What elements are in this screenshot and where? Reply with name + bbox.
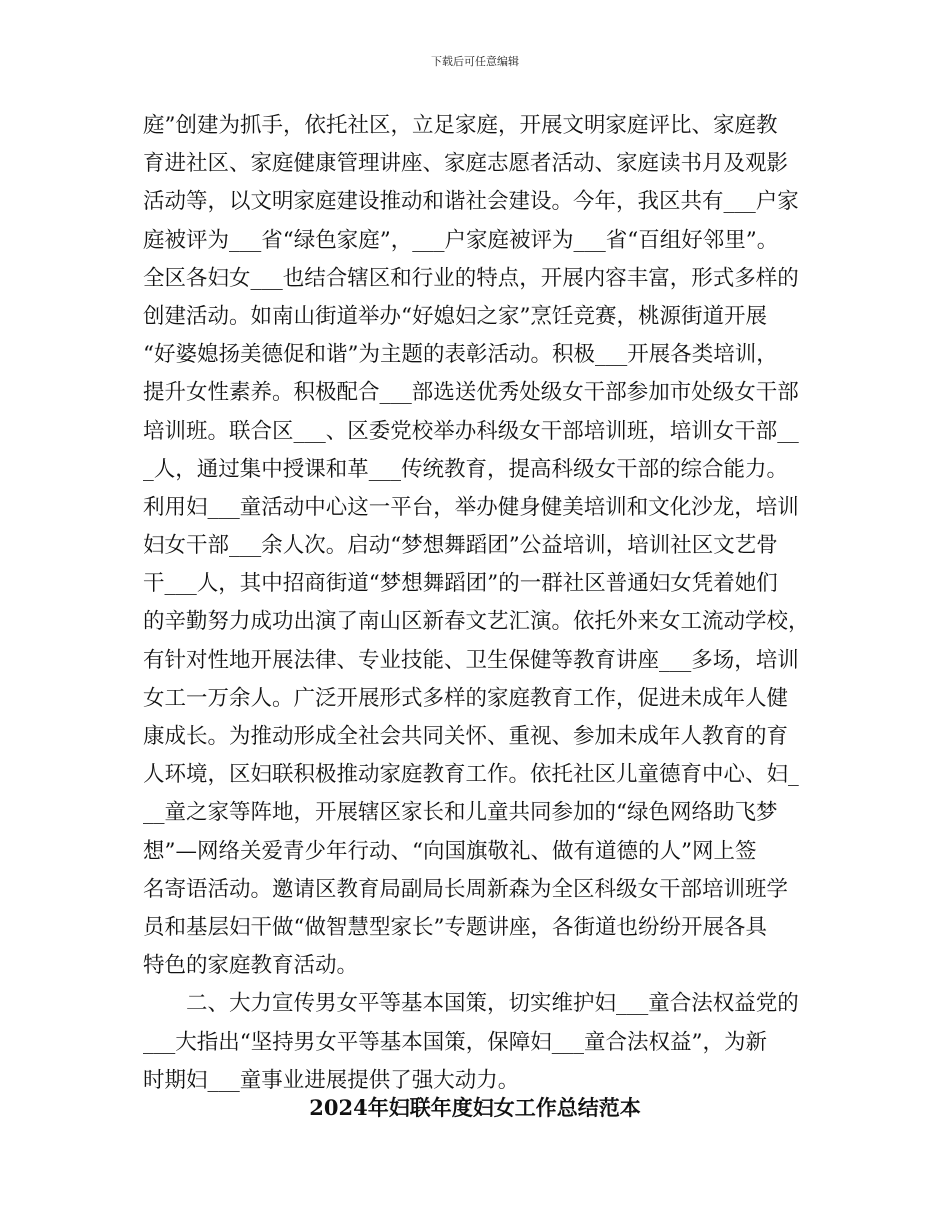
text-line: 的辛勤努力成功出演了南山区新春文艺汇演。依托外来女工流动学校， — [143, 609, 810, 635]
text-line: 庭”创建为抓手，依托社区，立足家庭，开展文明家庭评比、家庭教 — [143, 113, 778, 138]
text-line: _人，通过集中授课和革___传统教育，提高科级女干部的综合能力。 — [143, 456, 789, 482]
body-text — [143, 107, 823, 1100]
text-line: 全区各妇女___也结合辖区和行业的特点，开展内容丰富，形式多样的 — [143, 265, 799, 291]
page-header: 下载后可任意编辑 — [431, 55, 519, 68]
text-line: 特色的家庭教育活动。 — [143, 953, 359, 979]
section-heading-line: 二、大力宣传男女平等基本国策，切实维护妇___童合法权益党的 — [186, 991, 799, 1017]
text-line: 创建活动。如南山街道举办“好媳妇之家”烹饪竞赛，桃源街道开展 — [143, 303, 767, 329]
text-line: 庭被评为___省“绿色家庭”，___户家庭被评为___省“百组好邻里”。 — [143, 227, 779, 253]
text-line: ___大指出“坚持男女平等基本国策，保障妇___童合法权益”，为新 — [143, 1029, 767, 1055]
text-line: 想”—网络关爱青少年行动、“向国旗敬礼、做有道德的人”网上签 — [143, 838, 757, 864]
text-line: 名寄语活动。邀请区教育局副局长周新森为全区科级女干部培训班学 — [143, 876, 789, 902]
text-line: 康成长。为推动形成全社会共同关怀、重视、参加未成年人教育的育 — [143, 724, 789, 749]
text-line: “好婆媳扬美德促和谐”为主题的表彰活动。积极___开展各类培训， — [143, 342, 778, 368]
text-line: 活动等，以文明家庭建设推动和谐社会建设。今年，我区共有___户家 — [143, 189, 799, 215]
text-line: 员和基层妇干做“做智慧型家长”专题讲座，各街道也纷纷开展各具 — [143, 914, 767, 940]
text-line: 利用妇___童活动中心这一平台，举办健身健美培训和文化沙龙，培训 — [143, 494, 799, 520]
text-line: 时期妇___童事业进展提供了强大动力。 — [143, 1067, 520, 1093]
text-line: 有针对性地开展法律、专业技能、卫生保健等教育讲座___多场，培训 — [143, 647, 799, 673]
text-line: 妇女干部___余人次。启动“梦想舞蹈团”公益培训，培训社区文艺骨 — [143, 533, 778, 559]
text-line: 提升女性素养。积极配合___部选送优秀处级女干部参加市处级女干部 — [143, 380, 799, 406]
text-line: 干___人，其中招商街道“梦想舞蹈团”的一群社区普通妇女凭着她们 — [143, 571, 778, 597]
text-line: 女工一万余人。广泛开展形式多样的家庭教育工作，促进未成年人健 — [143, 685, 789, 711]
document-title: 2024年妇联年度妇女工作总结范本 — [309, 1095, 641, 1120]
text-line: 育进社区、家庭健康管理讲座、家庭志愿者活动、家庭读书月及观影 — [143, 151, 789, 177]
text-line: 人环境，区妇联积极推动家庭教育工作。依托社区儿童德育中心、妇_ — [143, 762, 799, 788]
text-line: __童之家等阵地，开展辖区家长和儿童共同参加的“绿色网络助飞梦 — [143, 800, 778, 826]
text-line: 培训班。联合区___、区委党校举办科级女干部培训班，培训女干部__ — [143, 418, 799, 444]
